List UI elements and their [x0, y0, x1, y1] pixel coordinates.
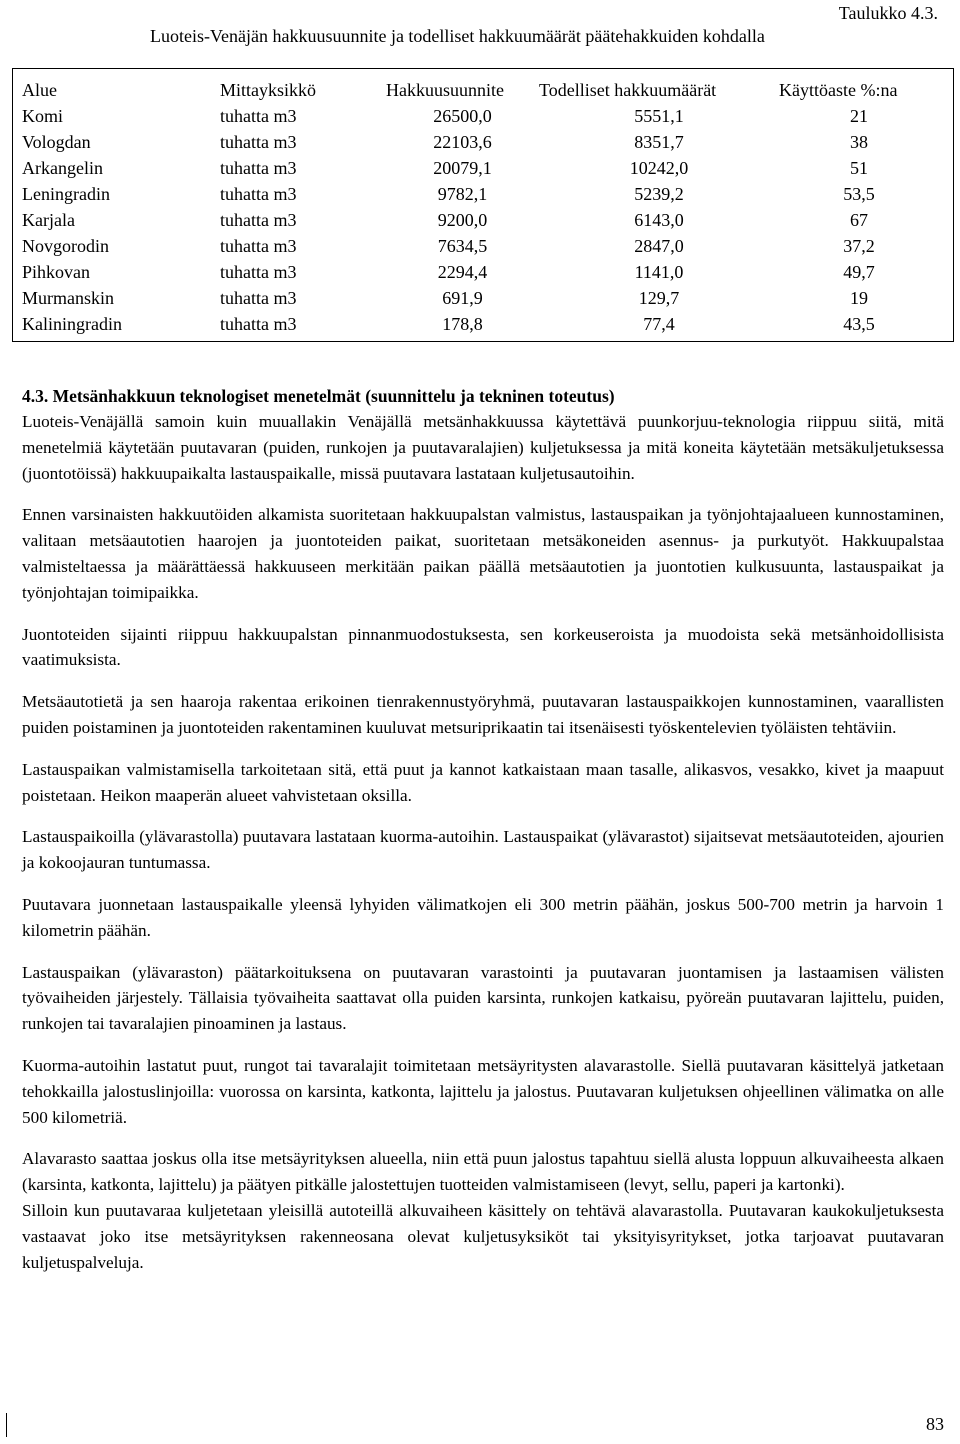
- table-cell: 43,5: [843, 314, 875, 334]
- table-cell: Pihkovan: [22, 262, 91, 282]
- table-cell: 53,5: [843, 184, 875, 204]
- table-cell: 5551,1: [634, 106, 684, 126]
- data-table: [22, 77, 939, 337]
- table-cell: Karjala: [22, 210, 75, 230]
- table-cell: 26500,0: [433, 106, 492, 126]
- table-cell: 691,9: [442, 288, 483, 308]
- header-cell: Todelliset hakkuumäärät: [539, 80, 717, 100]
- section-heading: 4.3. Metsänhakkuun teknologiset menetelmät (suunnittelu ja tekninen toteutus): [22, 386, 615, 406]
- table-cell: 37,2: [843, 236, 875, 256]
- paragraph: Puutavara juonnetaan lastauspaikalle yleensä lyhyiden välimatkojen eli 300 metrin päähän, joskus 500-700 metrin ja harvoin 1 kilometrin päähän.: [22, 894, 944, 940]
- table-row: [22, 155, 939, 181]
- table-cell: 20079,1: [433, 158, 492, 178]
- table-cell: 49,7: [843, 262, 875, 282]
- paragraph: Lastauspaikan valmistamisella tarkoitetaan sitä, että puut ja kannot katkaistaan maan tasalle, alikasvos, vesakko, kivet ja maapuut poistetaan. Heikon maaperän alueet vahvistetaan oksilla.: [22, 759, 944, 805]
- body-text: [22, 384, 944, 1275]
- table-cell: 67: [850, 210, 868, 230]
- table-row: [22, 311, 939, 337]
- table-cell: tuhatta m3: [220, 314, 297, 334]
- table-cell: 129,7: [638, 288, 680, 308]
- table-cell: tuhatta m3: [220, 106, 297, 126]
- table-cell: tuhatta m3: [220, 158, 297, 178]
- table-cell: Murmanskin: [22, 288, 114, 308]
- table-cell: tuhatta m3: [220, 262, 297, 282]
- table-cell: 51: [850, 158, 868, 178]
- table-cell: 19: [850, 288, 868, 308]
- table-cell: Vologdan: [22, 132, 91, 152]
- table-cell: tuhatta m3: [220, 184, 297, 204]
- table-cell: tuhatta m3: [220, 210, 297, 230]
- table-cell: 6143,0: [634, 210, 684, 230]
- page-number: 83: [926, 1414, 944, 1434]
- table-cell: 22103,6: [433, 132, 492, 152]
- table-cell: 5239,2: [634, 184, 684, 204]
- table-cell: 1141,0: [634, 262, 684, 282]
- table-cell: 21: [850, 106, 868, 126]
- table-label: Taulukko 4.3.: [838, 3, 938, 23]
- table-row: [22, 103, 939, 129]
- paragraph: Juontoteiden sijainti riippuu hakkuupalstan pinnanmuodostuksesta, sen korkeuseroista ja muodoista sekä metsänhoidollisista vaatimuksista.: [22, 624, 944, 670]
- table-row: [22, 181, 939, 207]
- table-row: [22, 285, 939, 311]
- table-cell: tuhatta m3: [220, 236, 297, 256]
- table-cell: Leningradin: [22, 184, 110, 204]
- table-row: [22, 207, 939, 233]
- table-cell: 178,8: [442, 314, 483, 334]
- table-cell: Arkangelin: [22, 158, 103, 178]
- paragraph: Metsäautotietä ja sen haaroja rakentaa erikoinen tienrakennustyöryhmä, puutavaran lastauspaikkojen kunnostaminen, vaarallisten puiden poistaminen ja juontoteiden rakentaminen kuuluvat metsuriprikaatin tai itsenäisesti työskentelevien työläisten tehtäviin.: [22, 692, 944, 737]
- table-cell: 10242,0: [629, 158, 689, 178]
- table-cell: 9200,0: [437, 210, 488, 230]
- table-cell: Novgorodin: [22, 236, 109, 256]
- paragraph: Alavarasto saattaa joskus olla itse metsäyrityksen alueella, niin että puun jalostus tapahtuu siellä alusta loppuun alkuvaiheesta alkaen (karsinta, katkonta, lajittelu) ja päätyen pitkälle jalostettujen tuotteiden valmistamiseen (levyt, sellu, paperi ja kartonki).: [22, 1149, 944, 1195]
- table-row: [22, 233, 939, 259]
- table-row: [22, 259, 939, 285]
- paragraph: Lastauspaikoilla (ylävarastolla) puutavara lastataan kuorma-autoihin. Lastauspaikat (ylävarastot) sijaitsevat metsäautoteiden, ajourien ja kokoojauran tuntumassa.: [22, 827, 944, 873]
- paragraph: Lastauspaikan (ylävaraston) päätarkoituksena on puutavaran varastointi ja puutavaran juontamisen ja lastaamisen välisten työvaiheiden järjestely. Tällaisia työvaiheita saattavat olla puiden karsinta, runkojen katkaisu, pyöreän puutavaran lajittelu, puiden, runkojen tai tavaralajien pinoaminen ja lastaus.: [22, 962, 944, 1034]
- table-cell: Kaliningradin: [22, 314, 122, 334]
- header-cell: Hakkuusuunnite: [386, 80, 504, 100]
- table-header-row: [22, 77, 939, 103]
- table-cell: 38: [850, 132, 868, 152]
- table-cell: 9782,1: [437, 184, 488, 204]
- table-cell: 7634,5: [437, 236, 488, 256]
- header-cell: Käyttöaste %:na: [779, 80, 898, 100]
- header-cell: Mittayksikkö: [220, 80, 317, 100]
- paragraph: Ennen varsinaisten hakkuutöiden alkamista suoritetaan hakkuupalstan valmistus, lastauspaikan ja työnjohtajaalueen kunnostaminen, valitaan metsäautotien haarojen ja juontoteiden paikat, suoritetaan metsäkoneiden asennus- ja purkutyöt. Hakkuupalstaa valmisteltaessa ja määrättäessä hakkuuseen merkitään paikan päällä metsäautotien ja juontotien kulkusuunta, lastauspaikat ja työnjohtajan toimipaikka.: [22, 505, 944, 602]
- table-cell: tuhatta m3: [220, 288, 297, 308]
- table-cell: 8351,7: [634, 132, 684, 152]
- table-cell: tuhatta m3: [220, 132, 297, 152]
- margin-bar: [6, 1413, 7, 1437]
- paragraph: Silloin kun puutavaraa kuljetetaan yleisillä autoteillä alkuvaiheen käsittely on tehtävä alavarastolla. Puutavaran kaukokuljetuksesta vastaavat joko itse metsäyrityksen rakenneosana olevat kuljetusyksiköt tai yksityisyritykset, jotka tarjoavat puutavaran kuljetuspalveluja.: [22, 1200, 944, 1272]
- paragraph: Luoteis-Venäjällä samoin kuin muuallakin Venäjällä metsänhakkuussa käytettävä puunkorjuu-teknologia riippuu siitä, mitä menetelmiä käytetään puutavaran (puiden, runkojen ja puutavaralajien) kuljetuksessa ja mitä koneita käytetään metsäkuljetuksessa (juontotöissä) hakkuupaikalta lastauspaikalle, missä puutavara lastataan kuljetusautoihin.: [22, 412, 944, 483]
- table-cell: Komi: [22, 106, 64, 126]
- table-title: Luoteis-Venäjän hakkuusuunnite ja todelliset hakkuumäärät päätehakkuiden kohdalla: [150, 26, 765, 46]
- table-cell: 2294,4: [437, 262, 488, 282]
- table-cell: 77,4: [643, 314, 675, 334]
- table-row: [22, 129, 939, 155]
- paragraph: Kuorma-autoihin lastatut puut, rungot tai tavaralajit toimitetaan metsäyritysten alavarastolle. Siellä puutavaran käsittelyä jatketaan tehokkailla jalostuslinjoilla: vuorossa on karsinta, katkonta, lajittelu ja jalostus. Puutavaran kuljetuksen ohjeellinen välimatka on alle 500 kilometriä.: [22, 1055, 944, 1127]
- table-cell: 2847,0: [634, 236, 684, 256]
- header-cell: Alue: [22, 80, 57, 100]
